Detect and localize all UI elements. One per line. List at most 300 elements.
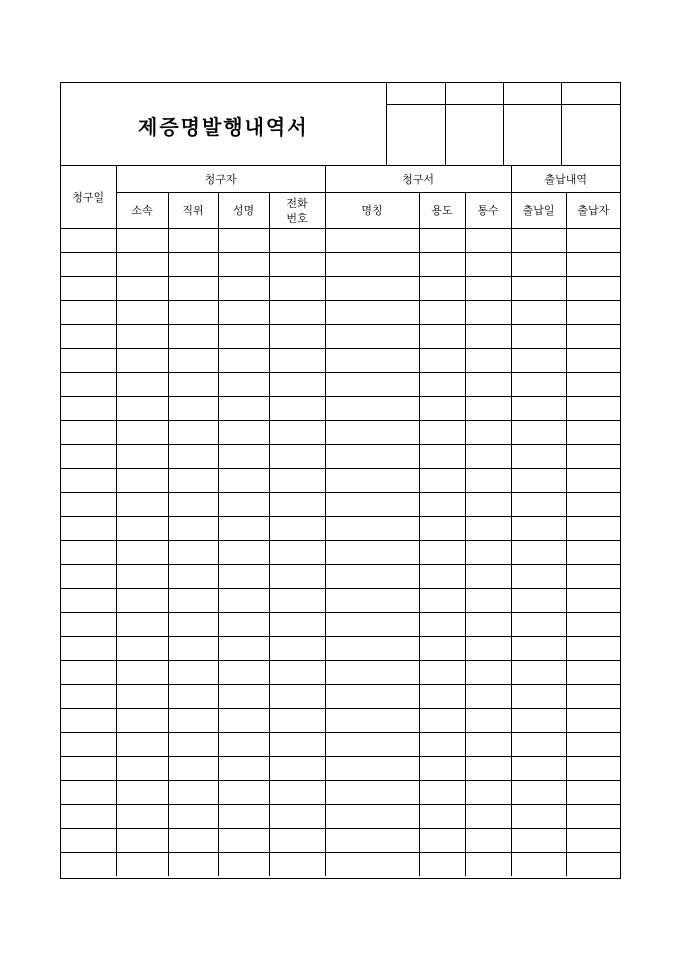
phone-cell[interactable] — [269, 445, 325, 469]
dispatch-date-cell[interactable] — [511, 829, 566, 853]
department-cell[interactable] — [116, 229, 168, 253]
dispatch-date-cell[interactable] — [511, 349, 566, 373]
phone-cell[interactable] — [269, 565, 325, 589]
position-cell[interactable] — [168, 685, 218, 709]
department-cell[interactable] — [116, 685, 168, 709]
request-date-cell[interactable] — [61, 493, 116, 517]
copies-cell[interactable] — [465, 301, 511, 325]
department-cell[interactable] — [116, 517, 168, 541]
name-cell[interactable] — [218, 349, 269, 373]
purpose-cell[interactable] — [419, 397, 465, 421]
doc-name-cell[interactable] — [325, 541, 419, 565]
request-date-cell[interactable] — [61, 613, 116, 637]
dispatcher-cell[interactable] — [566, 565, 620, 589]
position-cell[interactable] — [168, 253, 218, 277]
request-date-cell[interactable] — [61, 301, 116, 325]
position-cell[interactable] — [168, 805, 218, 829]
position-cell[interactable] — [168, 445, 218, 469]
doc-name-cell[interactable] — [325, 829, 419, 853]
doc-name-cell[interactable] — [325, 613, 419, 637]
department-cell[interactable] — [116, 613, 168, 637]
doc-name-cell[interactable] — [325, 397, 419, 421]
name-cell[interactable] — [218, 853, 269, 877]
department-cell[interactable] — [116, 853, 168, 877]
position-cell[interactable] — [168, 709, 218, 733]
purpose-cell[interactable] — [419, 445, 465, 469]
purpose-cell[interactable] — [419, 685, 465, 709]
table-row — [61, 421, 620, 445]
dispatcher-cell[interactable] — [566, 805, 620, 829]
approval-sign-cell[interactable] — [562, 105, 620, 166]
copies-cell[interactable] — [465, 685, 511, 709]
table-row — [61, 661, 620, 685]
request-date-cell[interactable] — [61, 277, 116, 301]
approval-sign-cell[interactable] — [445, 105, 503, 166]
doc-name-cell[interactable] — [325, 253, 419, 277]
dispatch-date-cell[interactable] — [511, 517, 566, 541]
copies-cell[interactable] — [465, 445, 511, 469]
dispatch-date-cell[interactable] — [511, 589, 566, 613]
dispatcher-cell[interactable] — [566, 421, 620, 445]
request-date-cell[interactable] — [61, 637, 116, 661]
phone-cell[interactable] — [269, 589, 325, 613]
request-date-cell[interactable] — [61, 229, 116, 253]
dispatch-date-cell[interactable] — [511, 733, 566, 757]
request-date-cell[interactable] — [61, 685, 116, 709]
doc-name-cell[interactable] — [325, 757, 419, 781]
name-cell[interactable] — [218, 637, 269, 661]
header-requester: 청구자 — [116, 166, 325, 193]
request-date-cell[interactable] — [61, 781, 116, 805]
dispatch-date-cell[interactable] — [511, 421, 566, 445]
department-cell[interactable] — [116, 277, 168, 301]
table-row — [61, 853, 620, 877]
table-row — [61, 541, 620, 565]
dispatch-date-cell[interactable] — [511, 493, 566, 517]
request-date-cell[interactable] — [61, 805, 116, 829]
request-date-cell[interactable] — [61, 517, 116, 541]
table-row — [61, 685, 620, 709]
dispatch-date-cell[interactable] — [511, 781, 566, 805]
table-row — [61, 301, 620, 325]
phone-cell[interactable] — [269, 541, 325, 565]
phone-cell[interactable] — [269, 805, 325, 829]
department-cell[interactable] — [116, 397, 168, 421]
position-cell[interactable] — [168, 277, 218, 301]
dispatcher-cell[interactable] — [566, 277, 620, 301]
name-cell[interactable] — [218, 685, 269, 709]
doc-name-cell[interactable] — [325, 781, 419, 805]
request-date-cell[interactable] — [61, 589, 116, 613]
doc-name-cell[interactable] — [325, 853, 419, 877]
doc-name-cell[interactable] — [325, 493, 419, 517]
dispatcher-cell[interactable] — [566, 325, 620, 349]
header-dispatcher: 출납자 — [566, 193, 620, 229]
copies-cell[interactable] — [465, 757, 511, 781]
name-cell[interactable] — [218, 325, 269, 349]
position-cell[interactable] — [168, 373, 218, 397]
dispatcher-cell[interactable] — [566, 613, 620, 637]
purpose-cell[interactable] — [419, 421, 465, 445]
copies-cell[interactable] — [465, 493, 511, 517]
table-row — [61, 349, 620, 373]
dispatcher-cell[interactable] — [566, 229, 620, 253]
phone-cell[interactable] — [269, 661, 325, 685]
department-cell[interactable] — [116, 709, 168, 733]
phone-cell[interactable] — [269, 277, 325, 301]
doc-name-cell[interactable] — [325, 421, 419, 445]
department-cell[interactable] — [116, 829, 168, 853]
phone-cell[interactable] — [269, 229, 325, 253]
purpose-cell[interactable] — [419, 469, 465, 493]
name-cell[interactable] — [218, 229, 269, 253]
request-date-cell[interactable] — [61, 541, 116, 565]
request-date-cell[interactable] — [61, 469, 116, 493]
phone-cell[interactable] — [269, 757, 325, 781]
dispatch-date-cell[interactable] — [511, 301, 566, 325]
department-cell[interactable] — [116, 373, 168, 397]
request-date-cell[interactable] — [61, 349, 116, 373]
position-cell[interactable] — [168, 229, 218, 253]
request-date-cell[interactable] — [61, 253, 116, 277]
log-table-body — [61, 229, 620, 877]
name-cell[interactable] — [218, 589, 269, 613]
phone-cell[interactable] — [269, 349, 325, 373]
table-row — [61, 829, 620, 853]
doc-name-cell[interactable] — [325, 277, 419, 301]
request-date-cell[interactable] — [61, 373, 116, 397]
copies-cell[interactable] — [465, 325, 511, 349]
purpose-cell[interactable] — [419, 349, 465, 373]
doc-name-cell[interactable] — [325, 349, 419, 373]
purpose-cell[interactable] — [419, 517, 465, 541]
request-date-cell[interactable] — [61, 565, 116, 589]
copies-cell[interactable] — [465, 829, 511, 853]
dispatcher-cell[interactable] — [566, 349, 620, 373]
copies-cell[interactable] — [465, 853, 511, 877]
approval-sign-cell[interactable] — [387, 105, 445, 166]
dispatch-date-cell[interactable] — [511, 397, 566, 421]
department-cell[interactable] — [116, 661, 168, 685]
copies-cell[interactable] — [465, 781, 511, 805]
purpose-cell[interactable] — [419, 493, 465, 517]
dispatcher-cell[interactable] — [566, 397, 620, 421]
position-cell[interactable] — [168, 757, 218, 781]
doc-name-cell[interactable] — [325, 589, 419, 613]
department-cell[interactable] — [116, 589, 168, 613]
name-cell[interactable] — [218, 421, 269, 445]
copies-cell[interactable] — [465, 541, 511, 565]
department-cell[interactable] — [116, 301, 168, 325]
name-cell[interactable] — [218, 445, 269, 469]
name-cell[interactable] — [218, 757, 269, 781]
phone-cell[interactable] — [269, 421, 325, 445]
phone-cell[interactable] — [269, 301, 325, 325]
copies-cell[interactable] — [465, 277, 511, 301]
purpose-cell[interactable] — [419, 541, 465, 565]
copies-cell[interactable] — [465, 349, 511, 373]
department-cell[interactable] — [116, 445, 168, 469]
name-cell[interactable] — [218, 397, 269, 421]
dispatcher-cell[interactable] — [566, 517, 620, 541]
copies-cell[interactable] — [465, 565, 511, 589]
dispatcher-cell[interactable] — [566, 661, 620, 685]
purpose-cell[interactable] — [419, 301, 465, 325]
approval-box — [386, 83, 620, 166]
position-cell[interactable] — [168, 733, 218, 757]
phone-cell[interactable] — [269, 469, 325, 493]
name-cell[interactable] — [218, 733, 269, 757]
phone-cell[interactable] — [269, 517, 325, 541]
name-cell[interactable] — [218, 253, 269, 277]
doc-name-cell[interactable] — [325, 373, 419, 397]
copies-cell[interactable] — [465, 637, 511, 661]
name-cell[interactable] — [218, 493, 269, 517]
position-cell[interactable] — [168, 301, 218, 325]
request-date-cell[interactable] — [61, 853, 116, 877]
dispatcher-cell[interactable] — [566, 637, 620, 661]
purpose-cell[interactable] — [419, 853, 465, 877]
dispatch-date-cell[interactable] — [511, 853, 566, 877]
request-date-cell[interactable] — [61, 445, 116, 469]
copies-cell[interactable] — [465, 421, 511, 445]
dispatch-date-cell[interactable] — [511, 229, 566, 253]
doc-name-cell[interactable] — [325, 685, 419, 709]
purpose-cell[interactable] — [419, 637, 465, 661]
request-date-cell[interactable] — [61, 733, 116, 757]
dispatcher-cell[interactable] — [566, 253, 620, 277]
name-cell[interactable] — [218, 829, 269, 853]
copies-cell[interactable] — [465, 229, 511, 253]
request-date-cell[interactable] — [61, 757, 116, 781]
header-request-date: 청구일 — [61, 166, 116, 229]
dispatcher-cell[interactable] — [566, 853, 620, 877]
dispatcher-cell[interactable] — [566, 757, 620, 781]
purpose-cell[interactable] — [419, 613, 465, 637]
position-cell[interactable] — [168, 517, 218, 541]
phone-cell[interactable] — [269, 373, 325, 397]
purpose-cell[interactable] — [419, 829, 465, 853]
dispatch-date-cell[interactable] — [511, 469, 566, 493]
table-row — [61, 277, 620, 301]
position-cell[interactable] — [168, 349, 218, 373]
doc-name-cell[interactable] — [325, 469, 419, 493]
approval-sign-cell[interactable] — [504, 105, 562, 166]
copies-cell[interactable] — [465, 661, 511, 685]
name-cell[interactable] — [218, 613, 269, 637]
name-cell[interactable] — [218, 805, 269, 829]
position-cell[interactable] — [168, 661, 218, 685]
phone-cell[interactable] — [269, 733, 325, 757]
name-cell[interactable] — [218, 517, 269, 541]
dispatcher-cell[interactable] — [566, 709, 620, 733]
dispatch-date-cell[interactable] — [511, 805, 566, 829]
dispatch-date-cell[interactable] — [511, 277, 566, 301]
doc-name-cell[interactable] — [325, 733, 419, 757]
request-date-cell[interactable] — [61, 709, 116, 733]
copies-cell[interactable] — [465, 805, 511, 829]
dispatch-date-cell[interactable] — [511, 661, 566, 685]
dispatch-date-cell[interactable] — [511, 685, 566, 709]
request-date-cell[interactable] — [61, 421, 116, 445]
header-request-document: 청구서 — [325, 166, 511, 193]
purpose-cell[interactable] — [419, 565, 465, 589]
position-cell[interactable] — [168, 853, 218, 877]
name-cell[interactable] — [218, 781, 269, 805]
name-cell[interactable] — [218, 277, 269, 301]
phone-cell[interactable] — [269, 325, 325, 349]
purpose-cell[interactable] — [419, 325, 465, 349]
position-cell[interactable] — [168, 637, 218, 661]
copies-cell[interactable] — [465, 397, 511, 421]
phone-cell[interactable] — [269, 253, 325, 277]
department-cell[interactable] — [116, 253, 168, 277]
request-date-cell[interactable] — [61, 397, 116, 421]
header-doc-name: 명칭 — [325, 193, 419, 229]
dispatcher-cell[interactable] — [566, 493, 620, 517]
position-cell[interactable] — [168, 325, 218, 349]
department-cell[interactable] — [116, 469, 168, 493]
dispatch-date-cell[interactable] — [511, 637, 566, 661]
dispatcher-cell[interactable] — [566, 685, 620, 709]
position-cell[interactable] — [168, 781, 218, 805]
purpose-cell[interactable] — [419, 781, 465, 805]
department-cell[interactable] — [116, 541, 168, 565]
department-cell[interactable] — [116, 493, 168, 517]
purpose-cell[interactable] — [419, 589, 465, 613]
header-dispatch: 출납내역 — [511, 166, 620, 193]
dispatcher-cell[interactable] — [566, 469, 620, 493]
phone-cell[interactable] — [269, 397, 325, 421]
doc-name-cell[interactable] — [325, 637, 419, 661]
purpose-cell[interactable] — [419, 229, 465, 253]
purpose-cell[interactable] — [419, 661, 465, 685]
department-cell[interactable] — [116, 637, 168, 661]
department-cell[interactable] — [116, 349, 168, 373]
request-date-cell[interactable] — [61, 829, 116, 853]
name-cell[interactable] — [218, 469, 269, 493]
purpose-cell[interactable] — [419, 757, 465, 781]
doc-name-cell[interactable] — [325, 229, 419, 253]
request-date-cell[interactable] — [61, 661, 116, 685]
header-phone — [269, 193, 325, 229]
dispatcher-cell[interactable] — [566, 445, 620, 469]
position-cell[interactable] — [168, 829, 218, 853]
position-cell[interactable] — [168, 541, 218, 565]
doc-name-cell[interactable] — [325, 517, 419, 541]
dispatcher-cell[interactable] — [566, 541, 620, 565]
dispatcher-cell[interactable] — [566, 829, 620, 853]
department-cell[interactable] — [116, 757, 168, 781]
dispatcher-cell[interactable] — [566, 301, 620, 325]
table-row — [61, 517, 620, 541]
phone-cell[interactable] — [269, 637, 325, 661]
name-cell[interactable] — [218, 661, 269, 685]
header-phone-line2: 번호 — [286, 211, 308, 225]
copies-cell[interactable] — [465, 733, 511, 757]
doc-name-cell[interactable] — [325, 301, 419, 325]
request-date-cell[interactable] — [61, 325, 116, 349]
position-cell[interactable] — [168, 397, 218, 421]
purpose-cell[interactable] — [419, 277, 465, 301]
department-cell[interactable] — [116, 733, 168, 757]
position-cell[interactable] — [168, 589, 218, 613]
phone-cell[interactable] — [269, 613, 325, 637]
phone-cell[interactable] — [269, 853, 325, 877]
dispatch-date-cell[interactable] — [511, 325, 566, 349]
copies-cell[interactable] — [465, 253, 511, 277]
copies-cell[interactable] — [465, 613, 511, 637]
department-cell[interactable] — [116, 781, 168, 805]
name-cell[interactable] — [218, 373, 269, 397]
department-cell[interactable] — [116, 421, 168, 445]
position-cell[interactable] — [168, 565, 218, 589]
position-cell[interactable] — [168, 469, 218, 493]
dispatcher-cell[interactable] — [566, 589, 620, 613]
department-cell[interactable] — [116, 325, 168, 349]
document-title: 제증명발행내역서 — [138, 115, 309, 139]
doc-name-cell[interactable] — [325, 325, 419, 349]
phone-cell[interactable] — [269, 829, 325, 853]
purpose-cell[interactable] — [419, 709, 465, 733]
department-cell[interactable] — [116, 805, 168, 829]
dispatch-date-cell[interactable] — [511, 541, 566, 565]
name-cell[interactable] — [218, 709, 269, 733]
purpose-cell[interactable] — [419, 733, 465, 757]
dispatcher-cell[interactable] — [566, 733, 620, 757]
department-cell[interactable] — [116, 565, 168, 589]
phone-cell[interactable] — [269, 781, 325, 805]
copies-cell[interactable] — [465, 373, 511, 397]
dispatch-date-cell[interactable] — [511, 757, 566, 781]
phone-cell[interactable] — [269, 493, 325, 517]
doc-name-cell[interactable] — [325, 709, 419, 733]
dispatch-date-cell[interactable] — [511, 709, 566, 733]
purpose-cell[interactable] — [419, 373, 465, 397]
doc-name-cell[interactable] — [325, 565, 419, 589]
copies-cell[interactable] — [465, 589, 511, 613]
dispatcher-cell[interactable] — [566, 781, 620, 805]
dispatch-date-cell[interactable] — [511, 253, 566, 277]
approval-header-cell — [445, 83, 503, 105]
position-cell[interactable] — [168, 613, 218, 637]
copies-cell[interactable] — [465, 469, 511, 493]
doc-name-cell[interactable] — [325, 661, 419, 685]
copies-cell[interactable] — [465, 709, 511, 733]
title-area — [61, 83, 386, 166]
position-cell[interactable] — [168, 493, 218, 517]
copies-cell[interactable] — [465, 517, 511, 541]
name-cell[interactable] — [218, 541, 269, 565]
phone-cell[interactable] — [269, 709, 325, 733]
name-cell[interactable] — [218, 301, 269, 325]
dispatch-date-cell[interactable] — [511, 565, 566, 589]
dispatch-date-cell[interactable] — [511, 445, 566, 469]
dispatcher-cell[interactable] — [566, 373, 620, 397]
header-phone-line1: 전화 — [286, 196, 308, 210]
purpose-cell[interactable] — [419, 253, 465, 277]
phone-cell[interactable] — [269, 685, 325, 709]
table-row — [61, 445, 620, 469]
table-row — [61, 613, 620, 637]
position-cell[interactable] — [168, 421, 218, 445]
doc-name-cell[interactable] — [325, 805, 419, 829]
dispatch-date-cell[interactable] — [511, 373, 566, 397]
purpose-cell[interactable] — [419, 805, 465, 829]
dispatch-date-cell[interactable] — [511, 613, 566, 637]
name-cell[interactable] — [218, 565, 269, 589]
doc-name-cell[interactable] — [325, 445, 419, 469]
